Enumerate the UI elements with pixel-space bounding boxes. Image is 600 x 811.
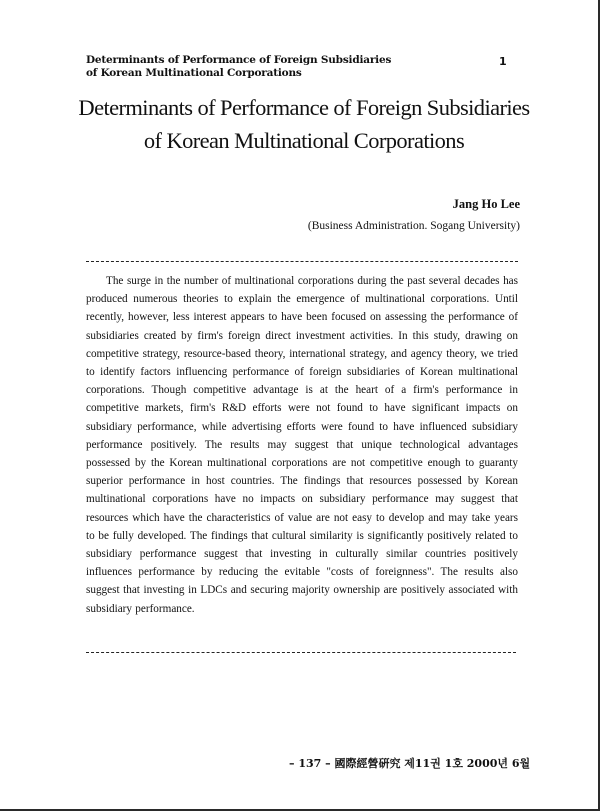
author-affiliation: (Business Administration. Sogang University) (307, 220, 520, 232)
running-head (86, 54, 426, 80)
paper-title-line1: Determinants of Performance of Foreign Subsidiaries (78, 95, 530, 120)
author-name: Jang Ho Lee (452, 197, 520, 211)
paper-title (60, 91, 548, 157)
abstract-top-divider (86, 261, 518, 262)
abstract-bottom-divider (86, 652, 516, 653)
abstract-text: The surge in the number of multinational corporations during the past several decades has produced numerous theories to explain the emergence of multinational corporations. Until recently, however, less interest appears to have been focused on assessing the performance of subsidiaries created by firm's foreign direct investment activities. In this study, drawing on competitive strategy, resource-based theory, international strategy, and agency theory, we tried to identify factors influencing performance of foreign subsidiaries of Korean multinational corporations. Though competitive advantage is at the heart of a firm's performance in competitive markets, firm's R&D efforts were not found to have significant impacts on subsidiary performance, while advertising efforts were found to have influenced subsidiary performance positively. The results may suggest that unique technological advantages possessed by the Korean multinational corporations are not competitive enough to guaranty superior performance in host countries. The findings that resources possessed by Korean multinational corporations have no impacts on subsidiary performance may suggest that resources which have the characteristics of value are not easy to develop and may take years to be fully developed. The findings that cultural similarity is significantly positively related to subsidiary performance suggest that investing in culturally similar countries positively influences performance by reducing the evitable "costs of foreignness". The results also suggest that investing in LDCs and securing majority ownership are positively associated with subsidiary performance. (86, 275, 518, 615)
running-head-line2: of Korean Multinational Corporations (86, 67, 302, 79)
page-number: 1 (499, 55, 507, 68)
page-footer: – 137 – 國際經營硏究 제11권 1호 2000년 6월 (289, 757, 531, 770)
paper-title-line2: of Korean Multinational Corporations (143, 128, 465, 153)
running-head-line1: Determinants of Performance of Foreign Subsidiaries (86, 54, 392, 66)
